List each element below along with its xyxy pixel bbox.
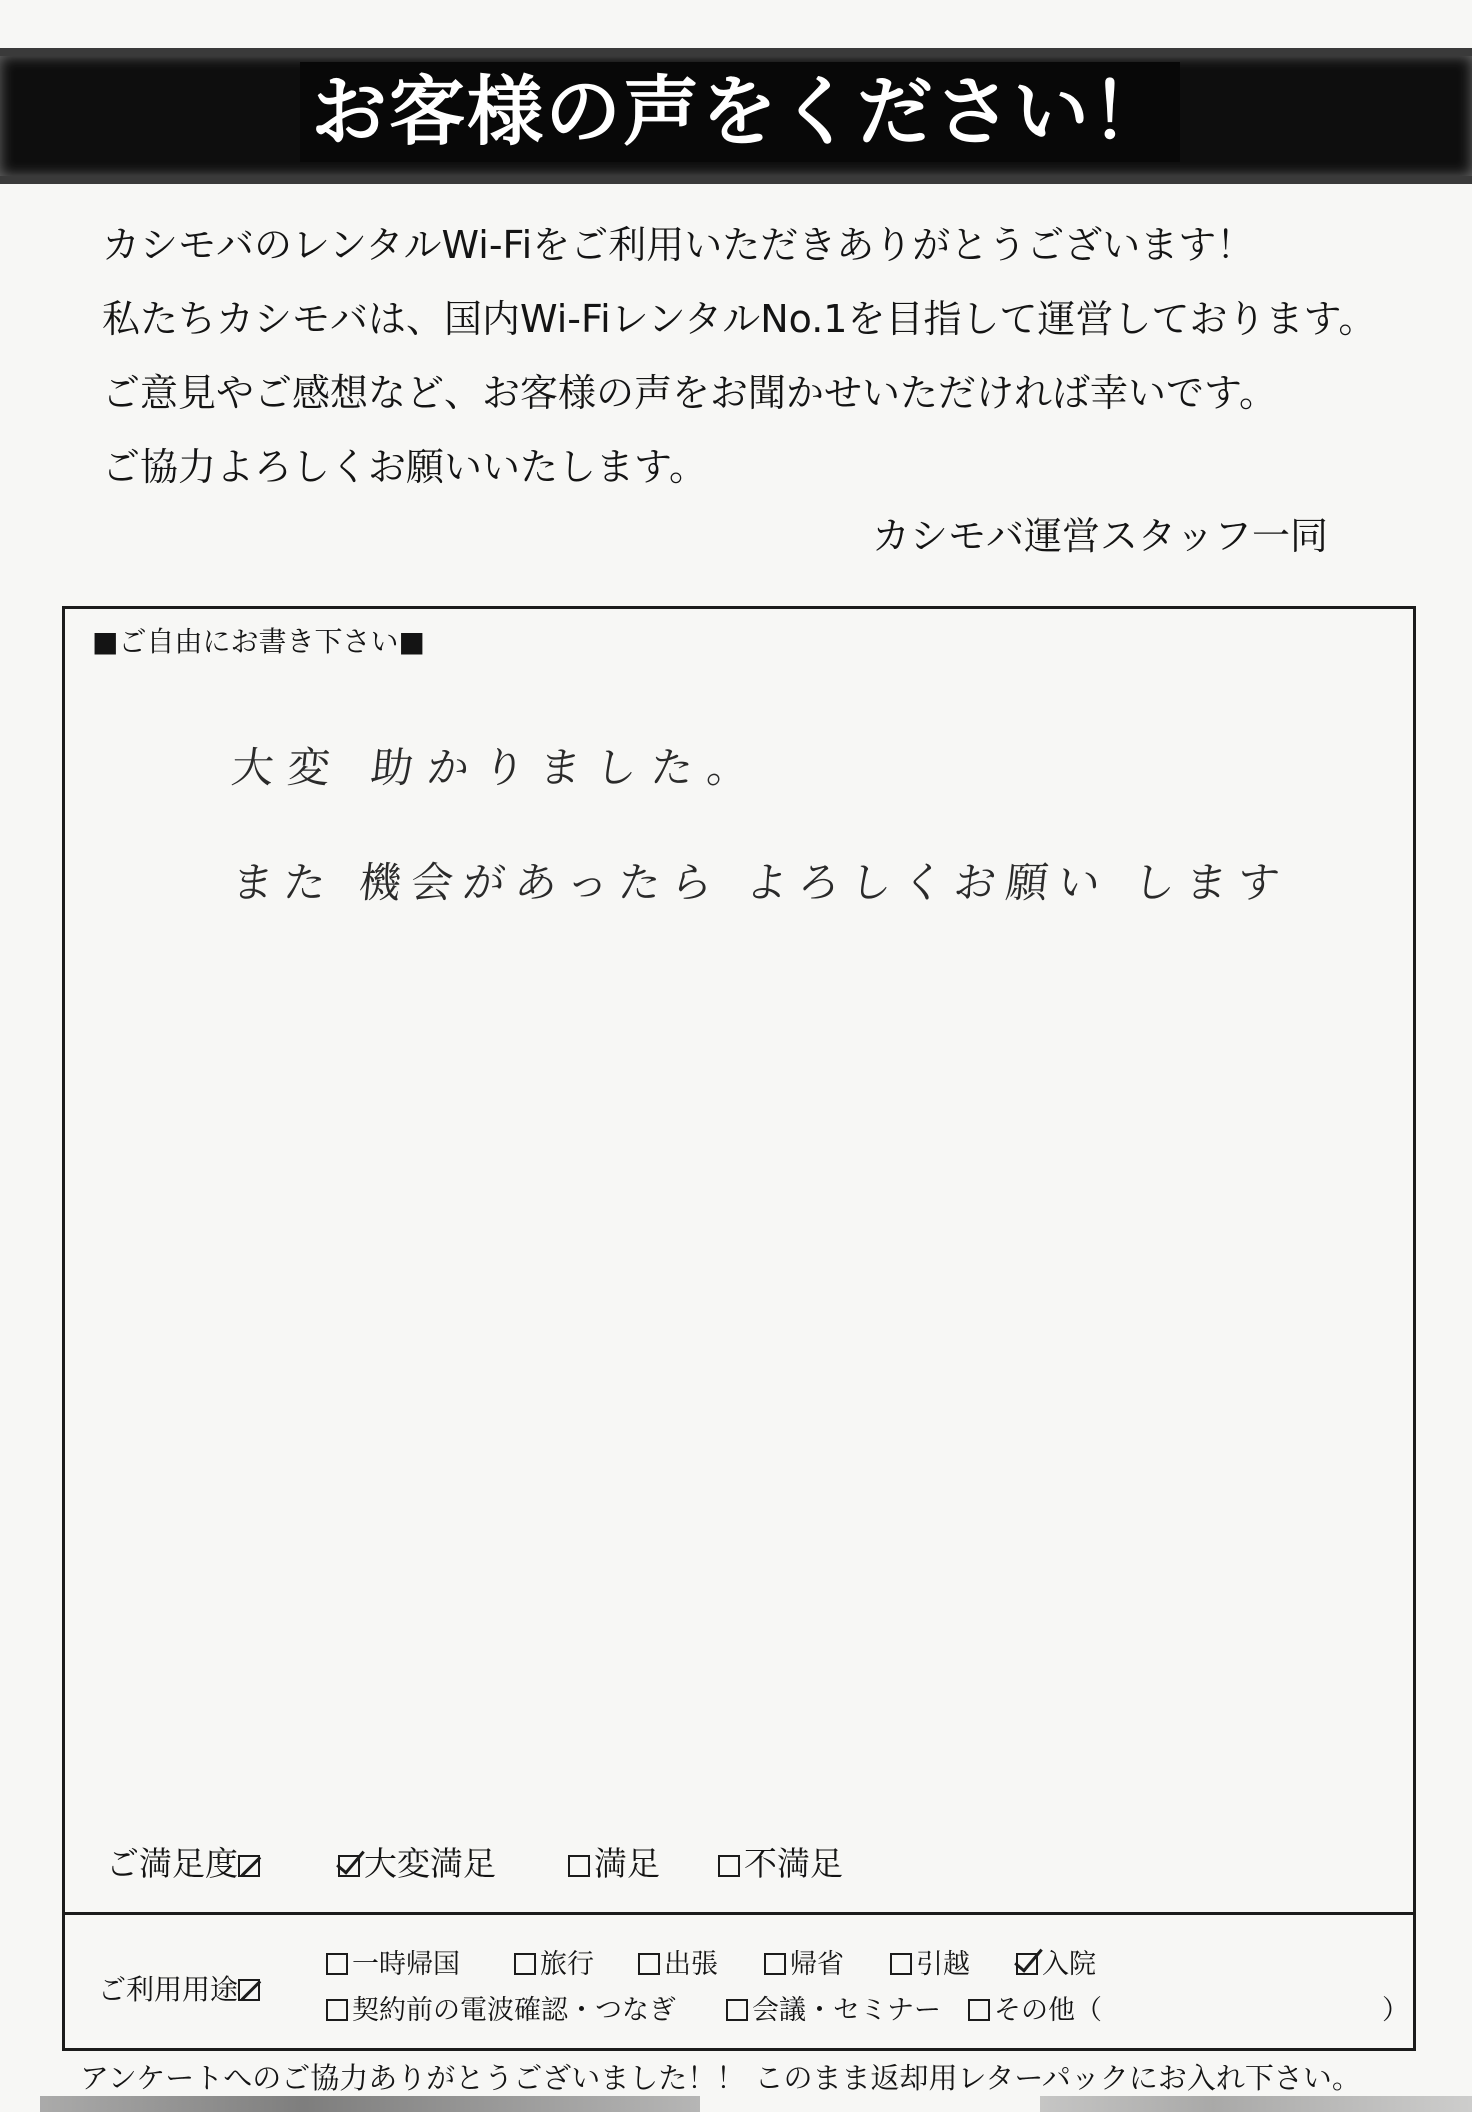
usage-option[interactable] — [514, 1942, 594, 1981]
checkbox-icon[interactable] — [326, 1953, 348, 1975]
comment-box — [62, 606, 1416, 2051]
usage-option[interactable] — [726, 1988, 941, 2027]
checkbox-icon[interactable] — [514, 1953, 536, 1975]
option-label: 一時帰国 — [352, 1949, 460, 1980]
checkbox-checked-icon[interactable] — [338, 1855, 360, 1877]
checkbox-icon[interactable] — [718, 1855, 740, 1877]
usage-label-text: ご利用用途 — [98, 1973, 239, 2006]
usage-option[interactable] — [326, 1988, 676, 2027]
satisfaction-option-satisfied[interactable] — [568, 1838, 660, 1885]
option-label: 帰省 — [790, 1949, 844, 1980]
intro-line: ご意見やご感想など、お客様の声をお聞かせいただければ幸いです。 — [102, 371, 1277, 415]
satisfaction-label-text: ご満足度 — [106, 1844, 238, 1883]
signature: カシモバ運営スタッフ一同 — [872, 514, 1329, 558]
intro-line: カシモバのレンタルWi-Fiをご利用いただきありがとうございます！ — [102, 223, 1255, 267]
satisfaction-option-unsatisfied[interactable] — [718, 1838, 843, 1885]
usage-option[interactable] — [764, 1942, 844, 1981]
usage-option[interactable] — [638, 1942, 718, 1981]
page-title: お客様の声をください！ — [300, 62, 1180, 162]
checkbox-icon[interactable] — [726, 1999, 748, 2021]
handwritten-comment-line[interactable]: 大変 助かりました。 — [229, 743, 766, 792]
intro-line: 私たちカシモバは、国内Wi-FiレンタルNo.1を目指して運営しております。 — [102, 297, 1377, 341]
option-label: 大変満足 — [364, 1844, 496, 1883]
option-label: 満足 — [594, 1844, 660, 1883]
checkbox-icon[interactable] — [326, 1999, 348, 2021]
handwritten-comment-line[interactable]: また 機会があったら よろしくお願い します — [229, 858, 1292, 907]
option-label: 契約前の電波確認・つなぎ — [352, 1995, 676, 2026]
checkbox-checked-icon[interactable] — [1016, 1953, 1038, 1975]
satisfaction-option-very-satisfied[interactable] — [338, 1838, 496, 1885]
usage-option[interactable] — [1016, 1942, 1096, 1981]
checkbox-icon[interactable] — [638, 1953, 660, 1975]
footer-text: アンケートへのご協力ありがとうございました！！ このまま返却用レターパックにお入れ下さい。 — [80, 2061, 1361, 2095]
usage-option[interactable] — [890, 1942, 970, 1981]
intro-line: ご協力よろしくお願いいたします。 — [102, 445, 707, 489]
other-close-paren: ） — [1382, 1995, 1409, 2026]
intro-text — [102, 208, 1402, 504]
checkbox-icon[interactable] — [890, 1953, 912, 1975]
usage-option[interactable] — [326, 1942, 460, 1981]
option-label: 入院 — [1042, 1949, 1096, 1980]
checkbox-icon[interactable] — [764, 1953, 786, 1975]
usage-option-other[interactable] — [968, 1988, 1102, 2027]
option-label: 不満足 — [744, 1844, 843, 1883]
checkbox-icon[interactable] — [968, 1999, 990, 2021]
satisfaction-label — [106, 1838, 264, 1885]
usage-label — [98, 1968, 264, 2008]
checkbox-icon — [238, 1855, 260, 1877]
scan-smudge — [40, 2096, 700, 2112]
option-label: その他（ — [994, 1995, 1102, 2026]
checkbox-icon — [238, 1979, 260, 2001]
option-label: 会議・セミナー — [752, 1995, 941, 2026]
option-label: 引越 — [916, 1949, 970, 1980]
checkbox-icon[interactable] — [568, 1855, 590, 1877]
comment-box-label: ■ご自由にお書き下さい■ — [92, 625, 425, 658]
option-label: 出張 — [664, 1949, 718, 1980]
box-divider — [62, 1912, 1416, 1915]
option-label: 旅行 — [540, 1949, 594, 1980]
scan-smudge — [1040, 2096, 1472, 2112]
